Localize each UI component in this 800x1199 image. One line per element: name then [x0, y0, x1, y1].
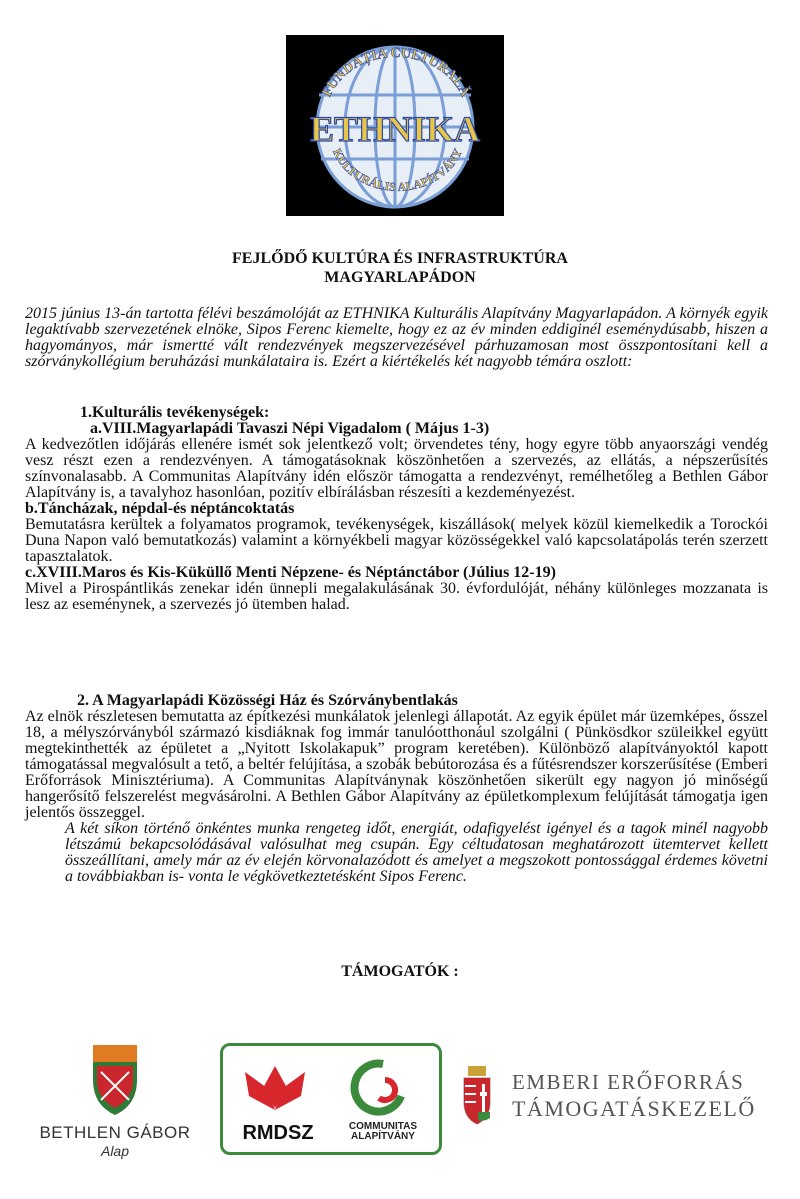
shield-icon: [35, 1040, 195, 1120]
section-1a-text: A kedvezőtlen időjárás ellenére ismét sok jelentkező volt; örvendetes tény, hogy egyre több anyaországi vendég vesz részt ezen a rendezvényen. A támogatásoknak köszönhetően a szervezés, az ellátás, a népszerűsítés színvonalasabb. A Communitas Alapítvány idén először támogatta a rendezvényt, remélhetőleg a Bethlen Gábor Alapítvány is, a tavalyhoz hasonlóan, pozitív elbírálásban részesíti a kezdeményezést.: [25, 436, 768, 501]
logo-main-text: ETHNIKA: [309, 109, 481, 149]
rmdsz-communitas-logo: [220, 1043, 442, 1155]
communitas-label: [333, 1122, 433, 1142]
rmdsz-label: RMDSZ: [242, 1122, 314, 1144]
section-1a-heading: a.VIII.Magyarlapádi Tavaszi Népi Vigadalom ( Május 1-3): [90, 420, 490, 437]
logo-top-text: FUNDAȚIA CULTURALĂ: [319, 45, 473, 100]
emberi-line-2: TÁMOGATÁSKEZELŐ: [512, 1096, 756, 1121]
globe-logo-icon: [286, 35, 504, 216]
bethlen-line-1: BETHLEN GÁBOR: [39, 1123, 191, 1142]
section-1c-text: Mivel a Pirospántlikás zenekar idén ünnepli megalakulásának 30. évfordulóját, néhány különleges mozzanata is lesz az eseménynek, a szervezés jó ütemben halad.: [25, 580, 768, 613]
section-1b-heading: b.Táncházak, népdal-és néptáncoktatás: [25, 500, 295, 517]
ethnika-logo: [286, 35, 504, 216]
section-1c-heading: c.XVIII.Maros és Kis-Küküllő Menti Népzene- és Néptánctábor (Július 12-19): [25, 564, 556, 581]
section-1-heading: 1.Kulturális tevékenységek:: [80, 404, 270, 421]
logo-bottom-text: KULTURÁLIS ALAPÍTVÁNY: [330, 146, 465, 194]
section-2-text: Az elnök részletesen bemutatta az építkezési munkálatok jelenlegi állapotát. Az egyik épület már üzemképes, ősszel 18, a mélyszórványból származó kisdiáknak fog immár tanulóotthonául szolgálni ( Pünkösdkor szüleikkel együtt megtekinthették az épületet a „Nyitott Iskolakapuk” program keretében). Különböző alapítványoktól kapott támogatással megvalósult a tető, a beltér felújítása, a szobák bebútorozása és a fűtésrendszer korszerűsítése (Emberi Erőforrások Minisztériuma). A Communitas Alapítványnak köszönhetően sikerült egy nagyon jó minőségű hangerősítő felszerelést megvásárolni. A Bethlen Gábor Alapítvány az épületkomplexum felújítását támogatja igen jelentős összeggel.: [25, 708, 768, 821]
page-title: [0, 249, 800, 287]
communitas-line-1: COMMUNITAS: [348, 1121, 418, 1132]
section-1b-text: Bemutatásra kerültek a folyamatos programok, tevékenységek, kiszállások( melyek közül kiemelkedik a Torockói Duna Napon való bemutatkozás) valamint a környékbeli magyar közösségekkel való kapcsolatápolás terén szerzett tapasztalatok.: [25, 516, 768, 565]
closing-paragraph: A két síkon történő önkéntes munka rengeteg időt, energiát, odafigyelést igényel és a tagok minél nagyobb létszámú bekapcsolódásával valósulhat meg csupán. Egy céltudatosan meghatározott ütemtervet kellett összeállítani, amely már az év elején körvonalazódott és amelyet a megszokott pontossággal érdemes követni a továbbiakban is- vonta le végkövetkeztetésként Sipos Ferenc.: [65, 820, 768, 885]
communitas-line-2: ALAPÍTVÁNY: [351, 1131, 415, 1142]
coat-of-arms-icon: [460, 1062, 494, 1126]
section-2-heading: 2. A Magyarlapádi Közösségi Ház és Szórványbentlakás: [77, 692, 458, 709]
sponsors-title: TÁMOGATÓK :: [341, 963, 459, 980]
bethlen-gabor-logo: [35, 1040, 195, 1160]
emberi-line-1: EMBERI ERŐFORRÁS: [512, 1070, 745, 1094]
bethlen-line-2: Alap: [100, 1143, 130, 1159]
title-line-2: MAGYARLAPÁDON: [324, 269, 476, 286]
section-1: [25, 405, 768, 613]
section-2: [25, 693, 768, 885]
emberi-eroforras-logo: [460, 1062, 760, 1132]
title-line-1: FEJLŐDŐ KULTÚRA ÉS INFRASTRUKTÚRA: [232, 250, 568, 267]
communitas-icon: [343, 1056, 413, 1120]
tulip-icon: [235, 1058, 315, 1118]
intro-paragraph: 2015 június 13-án tartotta félévi beszámolóját az ETHNIKA Kulturális Alapítvány Magyarlapádon. A környék egyik legaktívabb szervezetének elnöke, Sipos Ferenc kiemelte, hogy ez az év minden eddiginél eseménydúsabb, hiszen a hagyományos, már ismertté vált rendezvények megszervezésével párhuzamosan most összpontosítani kell a szórványkollégium beruházási munkálataira is. Ezért a kiértékelés két nagyobb témára oszlott:: [25, 305, 768, 370]
